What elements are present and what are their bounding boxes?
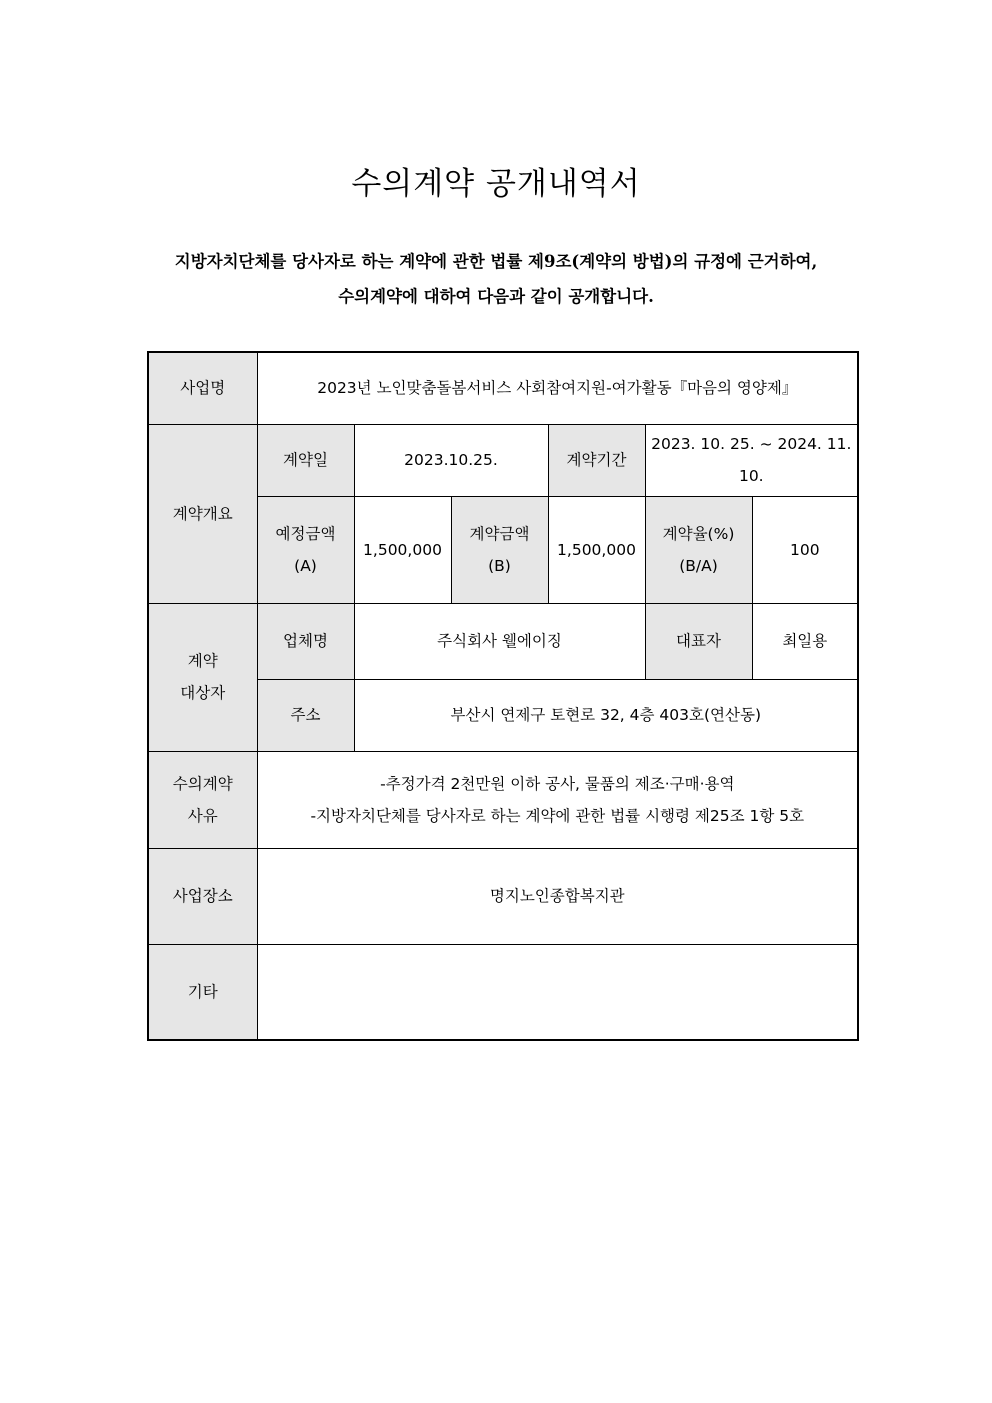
counterparty-label-line-2: 대상자 [180, 684, 226, 702]
counterparty-label [148, 603, 257, 751]
row-reason [148, 751, 858, 848]
contract-amount-label [451, 496, 548, 603]
contract-amount: 1,500,000 [548, 496, 645, 603]
contract-amount-label-line-1: 계약금액 [469, 524, 530, 543]
counterparty-label-line-1: 계약 [187, 652, 218, 670]
estimated-amount: 1,500,000 [354, 496, 451, 603]
etc-label: 기타 [148, 944, 257, 1040]
reason-label [148, 751, 257, 848]
row-counterparty-1 [148, 603, 858, 679]
estimated-amount-label-line-1: 예정금액 [275, 524, 336, 543]
etc-value [257, 944, 858, 1040]
company-name: 주식회사 웰에이징 [354, 603, 645, 679]
contract-date: 2023.10.25. [354, 424, 548, 496]
address-label: 주소 [257, 679, 354, 751]
project-name: 2023년 노인맞춤돌봄서비스 사회참여지원-여가활동『마음의 영양제』 [257, 352, 858, 424]
place-label: 사업장소 [148, 848, 257, 944]
intro-line-2: 수의계약에 대하여 다음과 같이 공개합니다. [338, 287, 654, 306]
address: 부산시 연제구 토현로 32, 4층 403호(연산동) [354, 679, 858, 751]
overview-label: 계약개요 [148, 424, 257, 603]
representative-label: 대표자 [645, 603, 752, 679]
document-title: 수의계약 공개내역서 [351, 166, 641, 202]
reason-line-1: -추정가격 2천만원 이하 공사, 물품의 제조·구매·용역 [380, 774, 735, 793]
estimated-amount-label-line-2: (A) [294, 556, 317, 575]
company-label: 업체명 [257, 603, 354, 679]
contract-date-label: 계약일 [257, 424, 354, 496]
contract-period [645, 424, 858, 496]
reason-line-2: -지방자치단체를 당사자로 하는 계약에 관한 법률 시행령 제25조 1항 5호 [310, 806, 805, 825]
contract-disclosure-table [147, 351, 859, 1041]
place-value: 명지노인종합복지관 [257, 848, 858, 944]
contract-period-line-1: 2023. 10. 25. ~ 2024. 11. [651, 435, 852, 453]
row-etc [148, 944, 858, 1040]
contract-rate-label [645, 496, 752, 603]
intro-line-1: 지방자치단체를 당사자로 하는 계약에 관한 법률 제9조(계약의 방법)의 규정에 근거하여, [174, 252, 818, 271]
contract-amount-label-line-2: (B) [488, 556, 511, 575]
contract-rate-label-line-2: (B/A) [679, 556, 718, 575]
row-place [148, 848, 858, 944]
row-project [148, 352, 858, 424]
reason-label-line-1: 수의계약 [172, 774, 233, 793]
reason-label-line-2: 사유 [187, 806, 218, 825]
contract-rate-label-line-1: 계약율(%) [662, 524, 735, 543]
contract-period-line-2: 10. [738, 467, 764, 485]
intro-paragraph [0, 244, 992, 314]
contract-rate: 100 [752, 496, 858, 603]
representative-name: 최일용 [752, 603, 858, 679]
contract-period-label: 계약기간 [548, 424, 645, 496]
estimated-amount-label [257, 496, 354, 603]
project-label: 사업명 [148, 352, 257, 424]
row-overview-1 [148, 424, 858, 496]
reason-text [257, 751, 858, 848]
